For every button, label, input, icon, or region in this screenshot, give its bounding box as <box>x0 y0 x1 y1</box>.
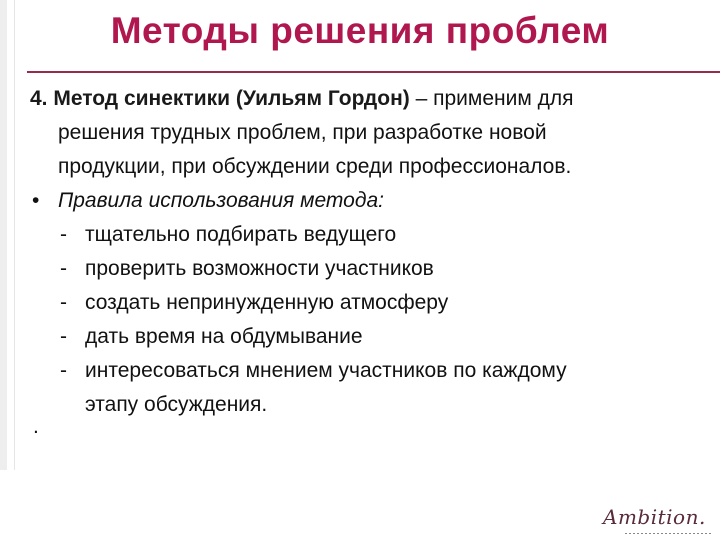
ambition-logo <box>603 505 713 537</box>
dash-marker: - <box>60 223 67 246</box>
list-item <box>30 320 700 354</box>
rule-text: создать непринужденную атмосферу <box>85 291 449 314</box>
logo-underline <box>625 533 711 534</box>
rules-bullet <box>30 184 700 218</box>
dash-marker: - <box>60 291 67 314</box>
list-item <box>30 286 700 320</box>
method-heading: 4. Метод синектики (Уильям Гордон) <box>30 87 410 110</box>
list-item <box>30 218 700 252</box>
dash-marker: - <box>60 359 67 382</box>
method-desc-line-2: решения трудных проблем, при разработке новой <box>58 121 547 144</box>
method-desc-line-3: продукции, при обсуждении среди профессионалов. <box>58 155 572 178</box>
method-line-1 <box>30 82 700 116</box>
slide-title: Методы решения проблем <box>110 10 610 51</box>
title-divider <box>27 71 720 73</box>
rule-text: интересоваться мнением участников по каждому <box>85 359 567 382</box>
list-item <box>30 252 700 286</box>
rule-text: тщательно подбирать ведущего <box>85 223 397 246</box>
logo-text: Ambition. <box>603 505 706 529</box>
dash-marker: - <box>60 257 67 280</box>
rule-text: дать время на обдумывание <box>85 325 363 348</box>
rule-text: проверить возможности участников <box>85 257 434 280</box>
list-item <box>30 354 700 388</box>
rule-continuation: этапу обсуждения. <box>85 393 268 416</box>
bullet-icon: • <box>32 189 40 212</box>
rules-heading: Правила использования метода: <box>58 189 384 212</box>
method-paragraph <box>30 82 700 184</box>
rules-list <box>30 218 700 388</box>
trailing-dot: . <box>33 415 39 438</box>
dash-marker: - <box>60 325 67 348</box>
left-margin-accent <box>0 0 7 470</box>
left-margin-bar <box>0 0 15 470</box>
method-desc-line-1: – применим для <box>409 87 574 110</box>
slide-content <box>30 82 700 422</box>
